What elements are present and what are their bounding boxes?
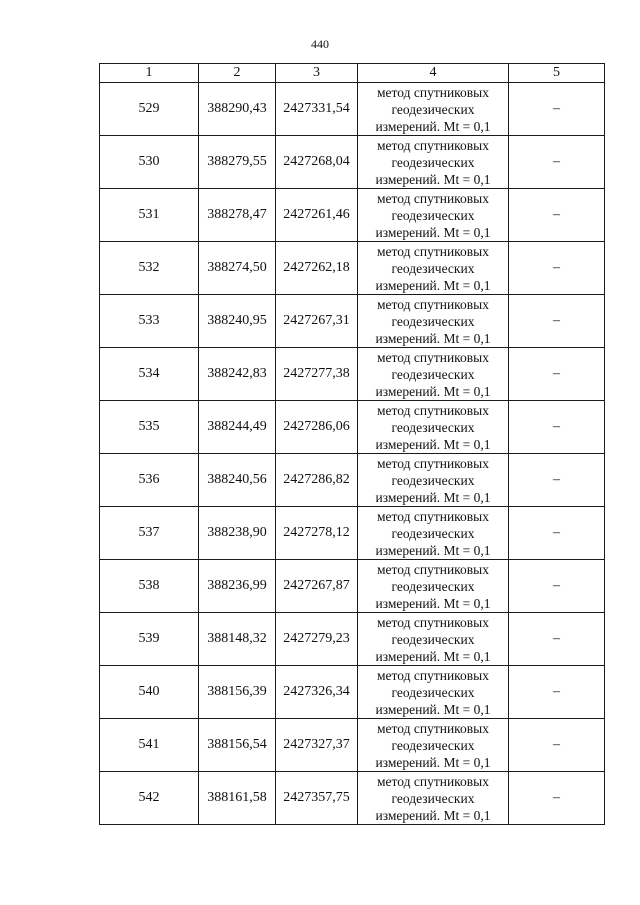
y-coordinate-cell: 2427267,31: [276, 295, 358, 348]
note-cell: –: [509, 295, 605, 348]
column-header-5: 5: [509, 64, 605, 83]
method-cell: [358, 772, 509, 825]
method-line: геодезических: [391, 578, 475, 594]
method-line: геодезических: [391, 366, 475, 382]
x-coordinate-cell: 388161,58: [199, 772, 276, 825]
point-number-cell: 537: [100, 507, 199, 560]
point-number-cell: 535: [100, 401, 199, 454]
method-line: метод спутниковых: [377, 243, 489, 259]
y-coordinate-cell: 2427286,06: [276, 401, 358, 454]
x-coordinate-cell: 388242,83: [199, 348, 276, 401]
method-line: геодезических: [391, 313, 475, 329]
method-line: геодезических: [391, 101, 475, 117]
table-row: [100, 666, 605, 719]
method-cell: [358, 560, 509, 613]
column-header-1: 1: [100, 64, 199, 83]
method-line: измерений. Mt = 0,1: [375, 171, 491, 187]
method-line: измерений. Mt = 0,1: [375, 118, 491, 134]
x-coordinate-cell: 388278,47: [199, 189, 276, 242]
method-line: геодезических: [391, 154, 475, 170]
method-cell: [358, 136, 509, 189]
method-line: метод спутниковых: [377, 614, 489, 630]
page-number: 440: [311, 37, 329, 51]
point-number-cell: 534: [100, 348, 199, 401]
method-line: измерений. Mt = 0,1: [375, 330, 491, 346]
method-line: метод спутниковых: [377, 349, 489, 365]
column-header-3: 3: [276, 64, 358, 83]
point-number-cell: 532: [100, 242, 199, 295]
header-row: [100, 64, 605, 83]
method-line: геодезических: [391, 790, 475, 806]
point-number-cell: 542: [100, 772, 199, 825]
method-line: измерений. Mt = 0,1: [375, 436, 491, 452]
x-coordinate-cell: 388236,99: [199, 560, 276, 613]
method-line: измерений. Mt = 0,1: [375, 383, 491, 399]
note-cell: –: [509, 719, 605, 772]
method-cell: [358, 189, 509, 242]
table-row: [100, 507, 605, 560]
method-cell: [358, 295, 509, 348]
note-cell: –: [509, 401, 605, 454]
note-cell: –: [509, 613, 605, 666]
method-line: измерений. Mt = 0,1: [375, 701, 491, 717]
method-cell: [358, 454, 509, 507]
point-number-cell: 531: [100, 189, 199, 242]
note-cell: –: [509, 666, 605, 719]
table-row: [100, 242, 605, 295]
method-line: геодезических: [391, 419, 475, 435]
point-number-cell: 529: [100, 83, 199, 136]
table-row: [100, 560, 605, 613]
x-coordinate-cell: 388156,39: [199, 666, 276, 719]
table-row: [100, 295, 605, 348]
x-coordinate-cell: 388244,49: [199, 401, 276, 454]
x-coordinate-cell: 388156,54: [199, 719, 276, 772]
table-row: [100, 348, 605, 401]
method-line: геодезических: [391, 684, 475, 700]
table-row: [100, 613, 605, 666]
method-line: геодезических: [391, 260, 475, 276]
y-coordinate-cell: 2427286,82: [276, 454, 358, 507]
method-line: измерений. Mt = 0,1: [375, 754, 491, 770]
note-cell: –: [509, 560, 605, 613]
method-line: метод спутниковых: [377, 508, 489, 524]
x-coordinate-cell: 388148,32: [199, 613, 276, 666]
note-cell: –: [509, 189, 605, 242]
method-line: измерений. Mt = 0,1: [375, 648, 491, 664]
method-cell: [358, 613, 509, 666]
x-coordinate-cell: 388279,55: [199, 136, 276, 189]
x-coordinate-cell: 388290,43: [199, 83, 276, 136]
method-line: измерений. Mt = 0,1: [375, 542, 491, 558]
method-cell: [358, 348, 509, 401]
method-cell: [358, 83, 509, 136]
method-line: измерений. Mt = 0,1: [375, 489, 491, 505]
y-coordinate-cell: 2427327,37: [276, 719, 358, 772]
method-line: геодезических: [391, 525, 475, 541]
method-cell: [358, 401, 509, 454]
method-line: геодезических: [391, 207, 475, 223]
method-line: метод спутниковых: [377, 84, 489, 100]
y-coordinate-cell: 2427277,38: [276, 348, 358, 401]
table-header: [100, 64, 605, 83]
method-cell: [358, 507, 509, 560]
column-header-4: 4: [358, 64, 509, 83]
method-cell: [358, 666, 509, 719]
point-number-cell: 540: [100, 666, 199, 719]
x-coordinate-cell: 388240,56: [199, 454, 276, 507]
coordinates-table: [99, 63, 605, 825]
method-line: метод спутниковых: [377, 190, 489, 206]
method-cell: [358, 719, 509, 772]
y-coordinate-cell: 2427261,46: [276, 189, 358, 242]
table-row: [100, 772, 605, 825]
note-cell: –: [509, 454, 605, 507]
table-row: [100, 83, 605, 136]
note-cell: –: [509, 507, 605, 560]
method-line: метод спутниковых: [377, 402, 489, 418]
y-coordinate-cell: 2427279,23: [276, 613, 358, 666]
method-line: метод спутниковых: [377, 455, 489, 471]
method-line: метод спутниковых: [377, 773, 489, 789]
table-row: [100, 189, 605, 242]
point-number-cell: 539: [100, 613, 199, 666]
method-line: геодезических: [391, 631, 475, 647]
method-line: метод спутниковых: [377, 720, 489, 736]
table-body: [100, 83, 605, 825]
method-line: геодезических: [391, 737, 475, 753]
method-line: измерений. Mt = 0,1: [375, 595, 491, 611]
method-line: метод спутниковых: [377, 667, 489, 683]
point-number-cell: 541: [100, 719, 199, 772]
y-coordinate-cell: 2427331,54: [276, 83, 358, 136]
method-line: метод спутниковых: [377, 561, 489, 577]
y-coordinate-cell: 2427278,12: [276, 507, 358, 560]
method-line: метод спутниковых: [377, 296, 489, 312]
point-number-cell: 536: [100, 454, 199, 507]
method-line: измерений. Mt = 0,1: [375, 277, 491, 293]
y-coordinate-cell: 2427326,34: [276, 666, 358, 719]
table-row: [100, 719, 605, 772]
table-row: [100, 401, 605, 454]
method-cell: [358, 242, 509, 295]
column-header-2: 2: [199, 64, 276, 83]
y-coordinate-cell: 2427357,75: [276, 772, 358, 825]
y-coordinate-cell: 2427262,18: [276, 242, 358, 295]
x-coordinate-cell: 388238,90: [199, 507, 276, 560]
method-line: геодезических: [391, 472, 475, 488]
point-number-cell: 538: [100, 560, 199, 613]
note-cell: –: [509, 242, 605, 295]
x-coordinate-cell: 388240,95: [199, 295, 276, 348]
note-cell: –: [509, 772, 605, 825]
table-row: [100, 454, 605, 507]
point-number-cell: 533: [100, 295, 199, 348]
table-row: [100, 136, 605, 189]
method-line: измерений. Mt = 0,1: [375, 807, 491, 823]
note-cell: –: [509, 83, 605, 136]
y-coordinate-cell: 2427267,87: [276, 560, 358, 613]
method-line: метод спутниковых: [377, 137, 489, 153]
method-line: измерений. Mt = 0,1: [375, 224, 491, 240]
y-coordinate-cell: 2427268,04: [276, 136, 358, 189]
x-coordinate-cell: 388274,50: [199, 242, 276, 295]
point-number-cell: 530: [100, 136, 199, 189]
note-cell: –: [509, 136, 605, 189]
note-cell: –: [509, 348, 605, 401]
